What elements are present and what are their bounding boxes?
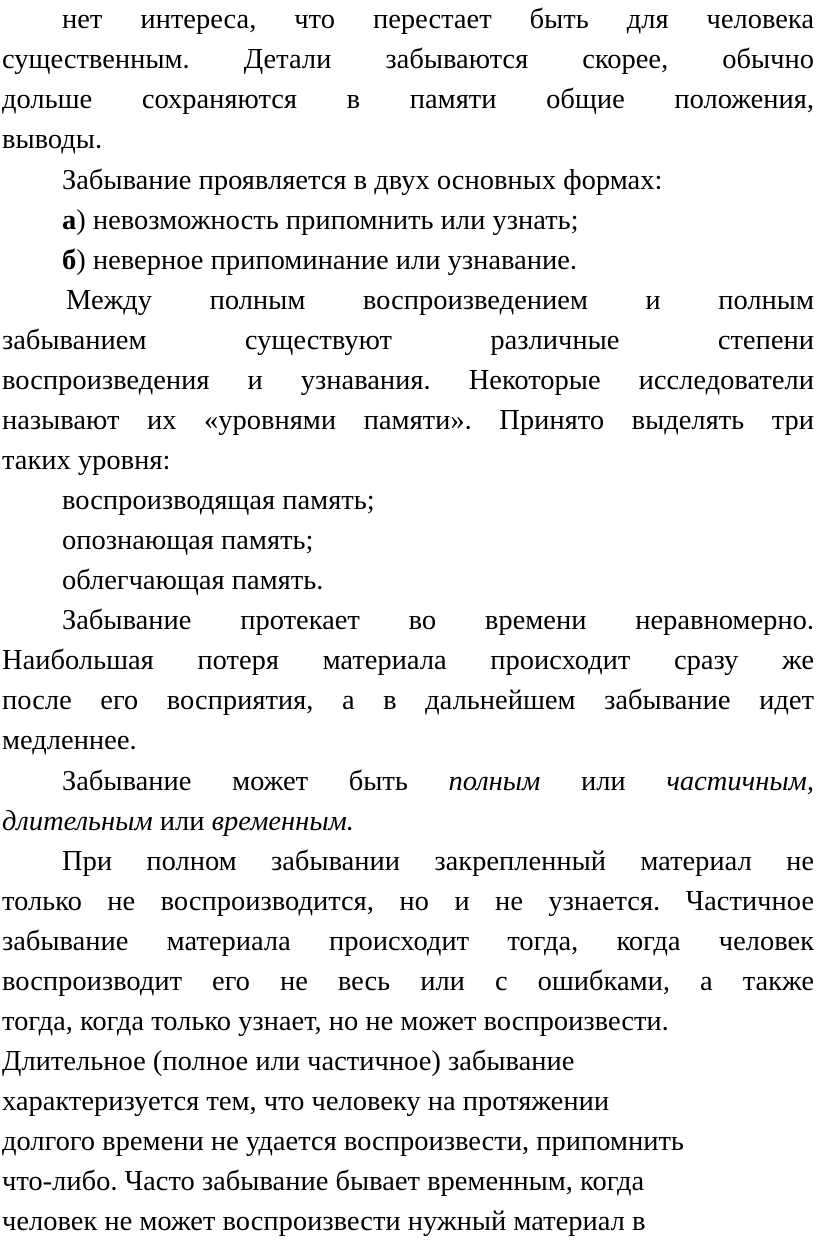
text-line: Забывание проявляется в двух основных формах: <box>62 165 663 196</box>
text-span: или <box>152 806 212 837</box>
text-line: Между полным воспроизведением и полным <box>66 285 814 316</box>
list-item-text: ) неверное припоминание или узнавание. <box>76 245 578 276</box>
text-line: медленнее. <box>2 725 137 756</box>
text-line: человек не может воспроизвести нужный материал в <box>2 1206 646 1237</box>
text-line: тогда, когда только узнает, но не может воспроизвести. <box>2 1006 669 1037</box>
italic-term: полным <box>448 766 541 797</box>
italic-term: частичным, <box>666 766 814 797</box>
list-item-text: ) невозможность припомнить или узнать; <box>76 205 579 236</box>
text-line: характеризуется тем, что человеку на протяжении <box>2 1086 610 1117</box>
text-span: Забывание может быть <box>62 766 449 797</box>
text-line: забыванием существуют различные степени <box>2 325 814 356</box>
list-item <box>62 241 814 280</box>
text-line: существенным. Детали забываются скорее, обычно <box>2 44 814 75</box>
text-line: выводы. <box>2 124 103 155</box>
text-line <box>62 762 814 801</box>
list-marker: б <box>62 245 77 276</box>
list-item: облегчающая память. <box>62 565 324 596</box>
text-line: нет интереса, что перестает быть для человека <box>62 4 814 35</box>
text-line: что-либо. Часто забывание бывает временным, когда <box>2 1166 645 1197</box>
list-marker: а <box>62 205 77 236</box>
text-line: дольше сохраняются в памяти общие положения, <box>2 84 814 115</box>
text-line: Забывание протекает во времени неравномерно. <box>62 605 814 636</box>
text-line: забывание материала происходит тогда, когда человек <box>2 926 814 957</box>
text-span: или <box>540 766 667 797</box>
italic-term: временным. <box>211 806 354 837</box>
text-line: называют их «уровнями памяти». Принято выделять три <box>2 405 814 436</box>
text-line: воспроизводит его не весь или с ошибками, а также <box>2 966 814 997</box>
text-line: Длительное (полное или частичное) забывание <box>2 1046 575 1077</box>
text-line: после его восприятия, а в дальнейшем забывание идет <box>2 685 814 716</box>
list-item <box>62 201 814 240</box>
text-line: таких уровня: <box>2 445 171 476</box>
text-line: Наибольшая потеря материала происходит сразу же <box>2 645 814 676</box>
text-line <box>2 802 814 841</box>
italic-term: длительным <box>2 806 153 837</box>
text-line: При полном забывании закрепленный материал не <box>62 846 814 877</box>
text-line: только не воспроизводится, но и не узнается. Частичное <box>2 886 814 917</box>
list-item: опознающая память; <box>62 525 314 556</box>
text-line: воспроизведения и узнавания. Некоторые исследователи <box>2 365 814 396</box>
text-line: долгого времени не удается воспроизвести, припомнить <box>2 1126 684 1157</box>
list-item: воспроизводящая память; <box>62 485 375 516</box>
